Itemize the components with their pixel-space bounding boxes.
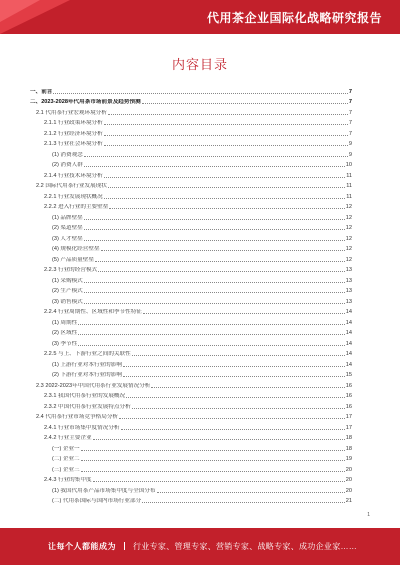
toc-entry[interactable] — [30, 273, 352, 284]
toc-entry-title: (一) 企业一 — [52, 445, 80, 452]
toc-entry-page: 10 — [345, 162, 352, 168]
toc-entry-title: 2.1.4 行业技术环境分析 — [44, 172, 103, 179]
footer-right-text: 行业专家、管理专家、营销专家、战略专家、成功企业家…… — [133, 542, 358, 551]
toc-entry[interactable] — [30, 294, 352, 305]
toc-entry-page: 20 — [345, 466, 352, 473]
page-number: 1 — [367, 512, 370, 518]
toc-entry-page: 17 — [345, 424, 352, 431]
toc-entry[interactable] — [30, 84, 352, 95]
toc-leader-dots — [104, 124, 348, 125]
toc-entry[interactable] — [30, 452, 352, 463]
toc-entry[interactable] — [30, 137, 352, 148]
toc-entry[interactable] — [30, 126, 352, 137]
toc-entry[interactable] — [30, 147, 352, 158]
toc-entry[interactable] — [30, 263, 352, 274]
toc-entry[interactable] — [30, 305, 352, 316]
toc-entry[interactable] — [30, 242, 352, 253]
toc-entry-page: 14 — [345, 361, 352, 368]
toc-entry-page: 7 — [348, 99, 352, 105]
toc-leader-dots — [143, 313, 345, 314]
toc-leader-dots — [93, 439, 345, 440]
toc-entry-page: 15 — [345, 372, 352, 378]
toc-entry-page: 12 — [345, 246, 352, 252]
toc-entry[interactable] — [30, 189, 352, 200]
toc-entry-page: 21 — [345, 498, 352, 504]
toc-leader-dots — [157, 492, 345, 493]
toc-entry-title: (2) 渠道壁垒 — [52, 225, 83, 231]
toc-leader-dots — [84, 156, 348, 157]
toc-entry-title: 2.4.2 行业主要企业 — [44, 435, 92, 441]
toc-entry-page: 14 — [345, 330, 352, 336]
toc-entry-title: 2.1.1 行业政策环境分析 — [44, 120, 103, 126]
toc-leader-dots — [132, 355, 345, 356]
toc-entry-title: 2.1.3 行业社会环境分析 — [44, 141, 103, 147]
toc-entry[interactable] — [30, 326, 352, 337]
toc-entry[interactable] — [30, 200, 352, 211]
toc-leader-dots — [126, 397, 345, 398]
toc-entry-page: 9 — [348, 141, 352, 147]
toc-leader-dots — [123, 376, 345, 377]
toc-entry[interactable] — [30, 420, 352, 431]
toc-entry-title: 2.2 国际代用茶行业发展现状 — [36, 183, 107, 189]
toc-entry-page: 16 — [345, 382, 352, 389]
toc-leader-dots — [84, 166, 345, 167]
toc-entry-page: 11 — [346, 193, 352, 200]
toc-leader-dots — [108, 114, 348, 115]
toc-entry-page: 20 — [345, 487, 352, 494]
toc-entry-page: 18 — [345, 445, 352, 452]
toc-entry-page: 16 — [345, 403, 352, 410]
toc-entry-title: (3) 销售模式 — [52, 298, 83, 305]
toc-leader-dots — [84, 303, 345, 304]
toc-leader-dots — [104, 135, 348, 136]
toc-entry-page: 18 — [345, 435, 352, 441]
toc-entry-page: 12 — [345, 235, 352, 242]
toc-entry[interactable] — [30, 179, 352, 190]
toc-leader-dots — [81, 460, 345, 461]
toc-leader-dots — [104, 198, 345, 199]
toc-entry-title: (2) 区域性 — [52, 330, 78, 336]
toc-entry-title: (1) 消费观念 — [52, 151, 83, 158]
toc-leader-dots — [151, 387, 344, 388]
toc-entry-title: (1) 上游行业对本行业的影响 — [52, 361, 122, 368]
toc-entry[interactable] — [30, 368, 352, 379]
footer-left-text: 让每个人都能成为 — [48, 542, 116, 551]
toc-leader-dots — [93, 481, 345, 482]
toc-entry-page: 11 — [346, 172, 352, 179]
toc-entry-title: (5) 产品质量壁垒 — [52, 256, 94, 263]
toc-leader-dots — [95, 261, 345, 262]
toc-entry-title: 一、前言 — [30, 88, 53, 95]
toc-entry[interactable] — [30, 483, 352, 494]
toc-leader-dots — [119, 418, 345, 419]
toc-entry-title: (三) 企业三 — [52, 466, 80, 473]
toc-leader-dots — [84, 240, 345, 241]
toc-entry-title: (4) 规模化经营壁垒 — [52, 246, 100, 252]
toc-entry-page: 12 — [345, 225, 352, 231]
toc-leader-dots — [132, 408, 345, 409]
toc-entry[interactable] — [30, 410, 352, 421]
toc-entry-title: 2.3 2022-2023年中国代用茶行业发展情况分析 — [36, 382, 151, 389]
toc-entry-title: 2.2.4 行业周期性、区域性和季节性特征 — [44, 309, 142, 315]
toc-entry-title: 2.1.2 行业经济环境分析 — [44, 130, 103, 137]
toc-entry[interactable] — [30, 168, 352, 179]
toc-entry[interactable] — [30, 473, 352, 484]
toc-entry-page: 11 — [346, 183, 352, 189]
toc-leader-dots — [78, 324, 345, 325]
toc-entry-title: 2.2.5 与上、下游行业之间的关联性 — [44, 351, 131, 357]
toc-entry-page: 19 — [345, 456, 352, 462]
toc-entry[interactable] — [30, 210, 352, 221]
toc-entry[interactable] — [30, 441, 352, 452]
toc-leader-dots — [142, 103, 348, 104]
toc-entry[interactable] — [30, 357, 352, 368]
toc-entry[interactable] — [30, 158, 352, 169]
toc-entry[interactable] — [30, 378, 352, 389]
toc-entry-title: 2.1 代用茶行业宏观环境分析 — [36, 109, 107, 116]
toc-entry-title: (3) 人才壁垒 — [52, 235, 83, 242]
toc-entry[interactable] — [30, 116, 352, 127]
toc-entry-page: 14 — [345, 319, 352, 326]
toc-leader-dots — [84, 292, 345, 293]
toc-leader-dots — [84, 219, 345, 220]
toc-leader-dots — [109, 208, 344, 209]
toc-leader-dots — [101, 250, 345, 251]
toc-entry-page: 12 — [345, 204, 352, 210]
toc-entry-page: 16 — [345, 393, 352, 399]
toc-entry-title: 2.2.2 进入行业的主要壁垒 — [44, 204, 109, 210]
toc-entry-title: 2.4.1 行业市场集中度情况分析 — [44, 424, 120, 431]
toc-entry-page: 12 — [345, 214, 352, 221]
toc-entry-page: 20 — [345, 477, 352, 483]
toc-entry[interactable] — [30, 221, 352, 232]
footer-bar — [0, 528, 400, 565]
toc-entry-title: 2.4 代用茶行业市场竞争格局分析 — [36, 414, 119, 420]
footer-separator — [124, 542, 125, 550]
toc-entry[interactable] — [30, 95, 352, 106]
toc-leader-dots — [108, 187, 345, 188]
toc-entry[interactable] — [30, 399, 352, 410]
toc-entry-page: 14 — [345, 351, 352, 357]
toc-entry-page: 17 — [345, 414, 352, 420]
toc-entry-title: (2) 下游行业对本行业的影响 — [52, 372, 122, 378]
toc-entry-title: 2.2.3 行业的经营模式 — [44, 267, 98, 273]
toc-entry-page: 7 — [348, 120, 352, 126]
toc-entry-page: 9 — [348, 151, 352, 158]
toc-entry-page: 7 — [348, 130, 352, 137]
toc-entry-title: (1) 品牌壁垒 — [52, 214, 83, 221]
toc-entry-title: (2) 消费人群 — [52, 162, 83, 168]
toc-entry-title: 二、2023-2028年代用茶市场前景及趋势预测 — [30, 99, 141, 105]
toc-entry[interactable] — [30, 336, 352, 347]
toc-leader-dots — [81, 450, 345, 451]
header-bar — [0, 0, 400, 34]
toc-entry[interactable] — [30, 252, 352, 263]
toc-entry-page: 13 — [345, 288, 352, 294]
toc-leader-dots — [84, 229, 345, 230]
toc-entry[interactable] — [30, 284, 352, 295]
toc-entry-title: (1) 采购模式 — [52, 277, 83, 284]
toc-leader-dots — [81, 471, 345, 472]
toc-entry[interactable] — [30, 347, 352, 358]
toc-entry[interactable] — [30, 389, 352, 400]
toc-entry[interactable] — [30, 315, 352, 326]
toc-entry-title: 2.3.1 我国代用茶行业的发展概况 — [44, 393, 126, 399]
toc-leader-dots — [78, 334, 345, 335]
table-of-contents — [30, 84, 352, 504]
toc-entry-page: 12 — [345, 256, 352, 263]
toc-leader-dots — [78, 345, 345, 346]
toc-entry[interactable] — [30, 431, 352, 442]
toc-entry-page: 13 — [345, 277, 352, 284]
toc-entry-page: 14 — [345, 340, 352, 347]
toc-entry[interactable] — [30, 462, 352, 473]
header-accent-shape-light — [0, 0, 40, 22]
toc-entry-title: 2.4.3 行业的集中度 — [44, 477, 92, 483]
toc-title: 内容目录 — [171, 57, 228, 72]
toc-leader-dots — [121, 429, 345, 430]
toc-leader-dots — [123, 366, 345, 367]
toc-entry-title: (1) 我国代用茶产品市场集中度与全国分布 — [52, 487, 156, 494]
toc-leader-dots — [104, 177, 345, 178]
toc-entry-page: 7 — [348, 88, 352, 95]
footer-slogan — [48, 541, 357, 552]
toc-entry-title: (3) 季节性 — [52, 340, 78, 347]
toc-entry-page: 7 — [348, 109, 352, 116]
toc-entry-page: 13 — [345, 298, 352, 305]
toc-entry-title: 2.3.2 中国代用茶行业发展特点分析 — [44, 403, 131, 410]
toc-leader-dots — [142, 502, 345, 503]
toc-entry[interactable] — [30, 494, 352, 505]
toc-entry[interactable] — [30, 231, 352, 242]
toc-leader-dots — [84, 282, 345, 283]
toc-entry-title: (二) 代用茶国际与国内市场行业部分 — [52, 498, 142, 504]
toc-leader-dots — [104, 145, 348, 146]
toc-entry-title: (二) 企业二 — [52, 456, 80, 462]
toc-entry-page: 13 — [345, 267, 352, 273]
toc-entry[interactable] — [30, 105, 352, 116]
report-title: 代用茶企业国际化战略研究报告 — [206, 11, 382, 25]
toc-entry-title: 2.2.1 行业发展现状概况 — [44, 193, 103, 200]
toc-entry-page: 14 — [345, 309, 352, 315]
toc-entry-title: (1) 周期性 — [52, 319, 78, 326]
toc-entry-title: (2) 生产模式 — [52, 288, 83, 294]
toc-leader-dots — [53, 93, 347, 94]
toc-leader-dots — [98, 271, 345, 272]
